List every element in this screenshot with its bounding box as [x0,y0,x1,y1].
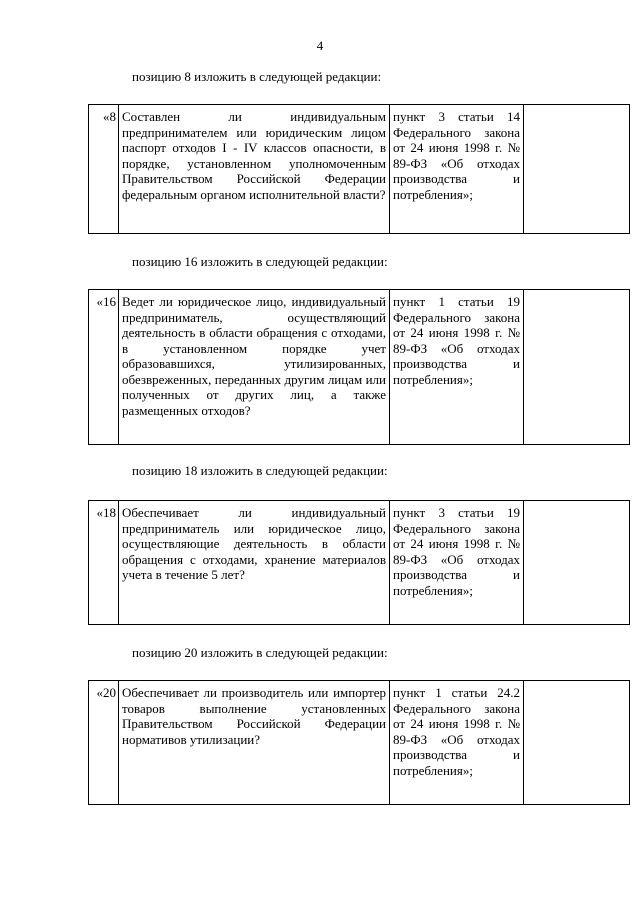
table-row [89,105,630,234]
position-number: «18 [89,501,119,625]
empty-cell [524,105,630,234]
section-intro-16: позицию 16 изложить в следующей редакции: [132,254,388,269]
table-row [89,681,630,805]
position-16-table [88,289,630,445]
section-intro-18: позицию 18 изложить в следующей редакции: [132,463,388,478]
empty-cell [524,681,630,805]
position-number: «16 [89,290,119,445]
section-intro-20: позицию 20 изложить в следующей редакции: [132,645,388,660]
control-question: Ведет ли юридическое лицо, индивидуальный предприниматель, осуществляющий деятельность в области обращения с отходами, в установленном порядке учет образовавшихся, утилизированных, обезвреженных, переданных другим лицам или полученных от других лиц, а также размещенных отходов? [119,290,390,445]
position-8-table [88,104,630,234]
table-row [89,290,630,445]
table-row [89,501,630,625]
legal-reference: пункт 3 статьи 14 Федерального закона от 24 июня 1998 г. № 89-ФЗ «Об отходах производства и потребления»; [390,105,524,234]
section-intro-8: позицию 8 изложить в следующей редакции: [132,69,382,84]
page-number: 4 [316,38,324,53]
control-question: Составлен ли индивидуальным предпринимателем или юридическим лицом паспорт отходов I - IV классов опасности, в порядке, установленном уполномоченным Правительством Российской Федерации федеральным органом исполнительной власти? [119,105,390,234]
control-question: Обеспечивает ли производитель или импортер товаров выполнение установленных Правительством Российской Федерации нормативов утилизации? [119,681,390,805]
empty-cell [524,501,630,625]
position-18-table [88,500,630,625]
control-question: Обеспечивает ли индивидуальный предприниматель или юридическое лицо, осуществляющие деятельность в области обращения с отходами, хранение материалов учета в течение 5 лет? [119,501,390,625]
legal-reference: пункт 1 статьи 24.2 Федерального закона от 24 июня 1998 г. № 89-ФЗ «Об отходах производства и потребления»; [390,681,524,805]
empty-cell [524,290,630,445]
position-20-table [88,680,630,805]
legal-reference: пункт 1 статьи 19 Федерального закона от 24 июня 1998 г. № 89-ФЗ «Об отходах производства и потребления»; [390,290,524,445]
position-number: «20 [89,681,119,805]
position-number: «8 [89,105,119,234]
legal-reference: пункт 3 статьи 19 Федерального закона от 24 июня 1998 г. № 89-ФЗ «Об отходах производства и потребления»; [390,501,524,625]
